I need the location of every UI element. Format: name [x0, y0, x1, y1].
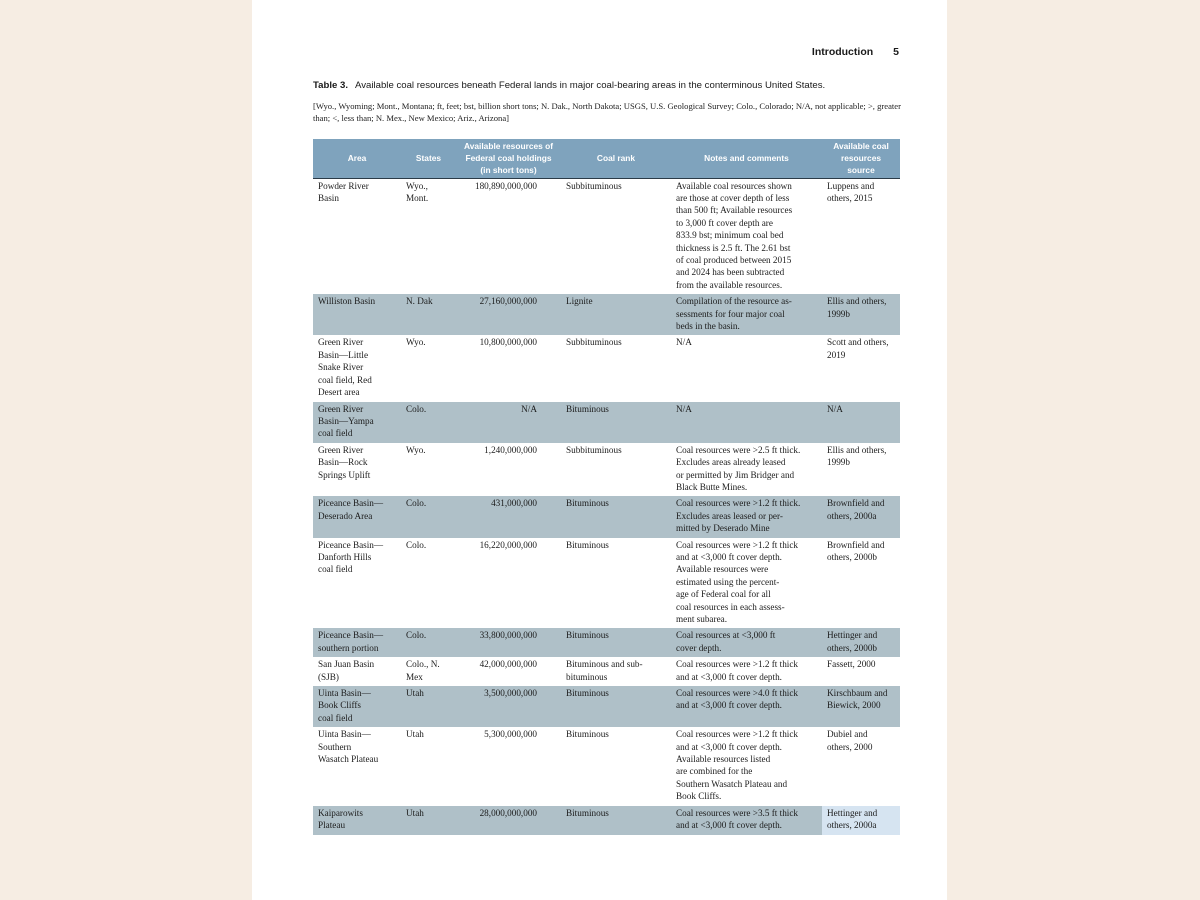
resources-cell: N/A: [456, 402, 561, 443]
source-cell: [822, 657, 900, 686]
notes-line: Available resources were: [676, 564, 769, 575]
coal-rank-cell: [561, 178, 671, 294]
notes-line: Coal resources were >2.5 ft thick.: [676, 444, 801, 455]
area-line: coal field, Red: [318, 374, 372, 385]
source-line: Ellis and others,: [827, 296, 887, 307]
states-cell: [401, 686, 456, 727]
notes-line: N/A: [676, 403, 692, 414]
area-cell: [313, 335, 401, 401]
resources-cell: 180,890,000,000: [474, 180, 537, 191]
notes-line: Coal resources were >4.0 ft thick: [676, 688, 799, 699]
header-line: (in short tons): [480, 165, 537, 176]
table-row: [313, 686, 900, 727]
states-line: Utah: [406, 807, 424, 818]
notes-line: than 500 ft; Available resources: [676, 205, 793, 216]
source-line: N/A: [827, 403, 843, 414]
area-cell: [313, 443, 401, 497]
notes-cell: [671, 727, 822, 805]
source-cell: [822, 806, 900, 835]
coal-rank-cell: [561, 628, 671, 657]
coal-rank-cell: [561, 335, 671, 401]
area-line: Green River: [318, 337, 364, 348]
source-cell: [822, 496, 900, 537]
area-line: Uinta Basin—: [318, 688, 371, 699]
notes-line: Coal resources were >3.5 ft thick: [676, 807, 799, 818]
area-cell: [313, 727, 401, 805]
coal-rank-cell: [561, 496, 671, 537]
notes-line: 833.9 bst; minimum coal bed: [676, 230, 784, 241]
notes-line: Coal resources were >1.2 ft thick: [676, 729, 799, 740]
notes-line: Black Butte Mines.: [676, 481, 748, 492]
states-line: Mont.: [406, 193, 429, 204]
area-line: Green River: [318, 444, 364, 455]
source-line: others, 2000a: [827, 510, 877, 521]
notes-line: Southern Wasatch Plateau and: [676, 778, 788, 789]
coal-rank-cell: [561, 727, 671, 805]
source-cell: [822, 335, 900, 401]
notes-line: and at <3,000 ft cover depth.: [676, 741, 782, 752]
area-line: Piceance Basin—: [318, 539, 384, 550]
area-line: Springs Uplift: [318, 469, 371, 480]
coal-rank-line: Bituminous: [566, 498, 609, 509]
header-line: Coal rank: [596, 153, 636, 164]
running-header: [812, 46, 899, 58]
coal-rank-line: Bituminous: [566, 630, 609, 641]
notes-line: from the available resources.: [676, 279, 783, 290]
header-row: [313, 139, 900, 178]
states-line: Utah: [406, 729, 424, 740]
notes-line: mitted by Deserado Mine: [676, 523, 770, 534]
area-cell: [313, 628, 401, 657]
coal-rank-line: Bituminous: [566, 729, 609, 740]
notes-line: Compilation of the resource as-: [676, 296, 792, 307]
notes-line: Excludes areas leased or per-: [676, 510, 783, 521]
source-line: Dubiel and: [827, 729, 868, 740]
table-row: [313, 538, 900, 629]
table-caption: [313, 80, 903, 91]
notes-line: and at <3,000 ft cover depth.: [676, 820, 782, 831]
coal-rank-line: Bituminous: [566, 539, 609, 550]
resources-cell: 3,500,000,000: [456, 686, 561, 727]
coal-rank-line: Bituminous: [566, 403, 609, 414]
coal-rank-cell: [561, 402, 671, 443]
source-line: Scott and others,: [827, 337, 889, 348]
notes-line: ment subarea.: [676, 614, 728, 625]
notes-line: to 3,000 ft cover depth are: [676, 217, 773, 228]
states-line: Wyo.: [406, 337, 426, 348]
area-line: Green River: [318, 403, 364, 414]
area-cell: [313, 657, 401, 686]
header-line: Federal coal holdings: [465, 153, 552, 164]
states-line: Colo., N.: [406, 659, 440, 670]
source-line: Fassett, 2000: [827, 659, 876, 670]
notes-line: or permitted by Jim Bridger and: [676, 469, 795, 480]
resources-cell: 33,800,000,000: [456, 628, 561, 657]
states-line: Colo.: [406, 403, 427, 414]
coal-rank-line: Lignite: [566, 296, 593, 307]
source-cell: [822, 628, 900, 657]
table-row: [313, 335, 900, 401]
source-cell: [822, 294, 900, 335]
notes-line: N/A: [676, 337, 692, 348]
area-line: Desert area: [318, 387, 360, 398]
notes-cell: [671, 538, 822, 629]
abbreviations-note: [Wyo., Wyoming; Mont., Montana; ft, feet; bst, billion short tons; N. Dak., North Dakota; USGS, U.S. Geological Survey; Colo., Colorado; N/A, not applicable; >, greater than; <, less than; N. Mex., New Mexico; Ariz., Arizona]: [313, 101, 901, 123]
col-header-states: [401, 139, 456, 178]
section-title: Introduction: [811, 46, 874, 58]
resources-cell: 28,000,000,000: [456, 806, 561, 835]
area-line: coal field: [318, 428, 353, 439]
area-line: (SJB): [318, 671, 339, 682]
col-header-area: [313, 139, 401, 178]
page-number: 5: [893, 46, 899, 58]
area-line: Snake River: [318, 362, 364, 373]
header-line: Available resources of: [463, 141, 554, 151]
notes-line: Coal resources at <3,000 ft: [676, 630, 776, 641]
notes-cell: [671, 657, 822, 686]
coal-rank-cell: [561, 657, 671, 686]
table-row: [313, 443, 900, 497]
area-cell: [313, 496, 401, 537]
notes-line: Book Cliffs.: [676, 791, 722, 802]
notes-line: thickness is 2.5 ft. The 2.61 bst: [676, 242, 791, 253]
source-line: 1999b: [827, 457, 850, 468]
notes-line: Available resources listed: [676, 754, 771, 765]
header-line: States: [415, 153, 442, 164]
area-line: coal field: [318, 564, 353, 575]
area-line: Book Cliffs: [318, 700, 361, 711]
source-line: 2019: [827, 349, 846, 360]
notes-line: Excludes areas already leased: [676, 457, 786, 468]
col-header-source: [822, 139, 900, 178]
states-cell: [401, 806, 456, 835]
table-label: Table 3.: [313, 80, 349, 91]
source-line: Kirschbaum and: [827, 688, 888, 699]
area-line: Piceance Basin—: [318, 630, 384, 641]
coal-rank-line: Bituminous: [566, 807, 609, 818]
area-line: southern portion: [318, 642, 379, 653]
states-cell: [401, 178, 456, 294]
coal-rank-line: Bituminous: [566, 688, 609, 699]
notes-line: are those at cover depth of less: [676, 193, 790, 204]
resources-cell: 27,160,000,000: [456, 294, 561, 335]
states-line: Utah: [406, 688, 424, 699]
notes-line: and at <3,000 ft cover depth.: [676, 700, 782, 711]
notes-cell: [671, 178, 822, 294]
states-cell: [401, 657, 456, 686]
area-cell: [313, 538, 401, 629]
area-line: Piceance Basin—: [318, 498, 384, 509]
notes-cell: [671, 294, 822, 335]
source-line: Biewick, 2000: [827, 700, 881, 711]
notes-line: estimated using the percent-: [676, 576, 780, 587]
source-line: others, 2015: [827, 193, 873, 204]
notes-line: and at <3,000 ft cover depth.: [676, 551, 782, 562]
states-cell: [401, 727, 456, 805]
source-cell: [822, 686, 900, 727]
states-line: Wyo.: [406, 444, 426, 455]
header-line: Available coal: [833, 141, 889, 151]
table-row: [313, 806, 900, 835]
notes-line: sessments for four major coal: [676, 308, 785, 319]
states-line: Colo.: [406, 498, 427, 509]
coal-rank-cell: [561, 806, 671, 835]
notes-cell: [671, 628, 822, 657]
notes-line: beds in the basin.: [676, 321, 740, 332]
coal-rank-cell: [561, 294, 671, 335]
states-line: N. Dak: [406, 296, 433, 307]
resources-cell: 42,000,000,000: [479, 659, 537, 670]
area-line: Basin—Yampa: [318, 415, 374, 426]
notes-line: Coal resources were >1.2 ft thick.: [676, 498, 801, 509]
area-line: Danforth Hills: [318, 551, 372, 562]
table-row: [313, 628, 900, 657]
coal-resources-table: [313, 139, 900, 835]
states-cell: [401, 335, 456, 401]
notes-cell: [671, 402, 822, 443]
resources-cell: 16,220,000,000: [479, 539, 537, 550]
notes-cell: [671, 686, 822, 727]
table-caption-text: Available coal resources beneath Federal lands in major coal-bearing areas in the conterminous United States.: [355, 80, 826, 91]
area-line: coal field: [318, 712, 353, 723]
area-line: San Juan Basin: [318, 659, 375, 670]
notes-cell: [671, 806, 822, 835]
coal-rank-line: Bituminous and sub-: [566, 659, 643, 670]
area-cell: [313, 806, 401, 835]
source-line: others, 2000a: [827, 820, 877, 831]
source-line: Brownfield and: [827, 498, 885, 509]
coal-rank-line: Subbituminous: [566, 180, 622, 191]
coal-rank-line: Subbituminous: [566, 337, 622, 348]
states-cell: [401, 402, 456, 443]
states-cell: [401, 294, 456, 335]
notes-cell: [671, 335, 822, 401]
resources-cell: 1,240,000,000: [484, 444, 537, 455]
area-line: Kaiparowits: [318, 807, 363, 818]
document-page: [252, 0, 947, 900]
states-cell: [401, 443, 456, 497]
source-cell: [822, 178, 900, 294]
area-line: Plateau: [318, 820, 346, 831]
table-row: [313, 294, 900, 335]
states-cell: [401, 538, 456, 629]
notes-line: Available coal resources shown: [676, 180, 792, 191]
notes-line: and 2024 has been subtracted: [676, 267, 785, 278]
table-row: [313, 178, 900, 294]
header-line: Notes and comments: [704, 153, 789, 164]
area-cell: [313, 294, 401, 335]
notes-line: coal resources in each assess-: [676, 601, 785, 612]
notes-line: age of Federal coal for all: [676, 589, 771, 600]
resources-cell: 431,000,000: [456, 496, 561, 537]
notes-cell: [671, 443, 822, 497]
area-cell: [313, 178, 401, 294]
notes-line: of coal produced between 2015: [676, 255, 792, 266]
table-row: [313, 657, 900, 686]
states-line: Colo.: [406, 539, 427, 550]
source-line: 1999b: [827, 308, 850, 319]
source-cell: [822, 538, 900, 629]
states-cell: [401, 496, 456, 537]
area-line: Southern: [318, 741, 352, 752]
source-cell: [822, 443, 900, 497]
header-line: source: [847, 165, 875, 176]
area-cell: [313, 686, 401, 727]
table-header: [313, 139, 900, 178]
coal-rank-cell: [561, 686, 671, 727]
source-line: others, 2000b: [827, 551, 878, 562]
notes-cell: [671, 496, 822, 537]
col-header-notes: [671, 139, 822, 178]
notes-line: cover depth.: [676, 642, 722, 653]
source-line: Hettinger and: [827, 630, 878, 641]
resources-cell: 5,300,000,000: [484, 729, 537, 740]
area-line: Uinta Basin—: [318, 729, 371, 740]
source-line: Brownfield and: [827, 539, 885, 550]
area-cell: [313, 402, 401, 443]
states-line: Wyo.,: [406, 180, 428, 191]
source-line: Ellis and others,: [827, 444, 887, 455]
coal-rank-cell: [561, 538, 671, 629]
source-line: others, 2000: [827, 741, 873, 752]
coal-rank-line: Subbituminous: [566, 444, 622, 455]
area-line: Deserado Area: [318, 510, 373, 521]
notes-line: Coal resources were >1.2 ft thick: [676, 659, 799, 670]
source-line: Luppens and: [827, 180, 875, 191]
area-line: Williston Basin: [318, 296, 376, 307]
table-body: [313, 178, 900, 834]
notes-line: Coal resources were >1.2 ft thick: [676, 539, 799, 550]
table-row: [313, 496, 900, 537]
source-line: others, 2000b: [827, 642, 878, 653]
header-line: Area: [347, 153, 367, 164]
header-line: resources: [840, 153, 882, 164]
states-line: Mex: [406, 671, 423, 682]
states-cell: [401, 628, 456, 657]
resources-cell: 10,800,000,000: [479, 337, 537, 348]
notes-line: are combined for the: [676, 766, 753, 777]
states-line: Colo.: [406, 630, 427, 641]
col-header-coal-rank: [561, 139, 671, 178]
area-line: Wasatch Plateau: [318, 754, 379, 765]
area-line: Basin: [318, 193, 339, 204]
notes-line: and at <3,000 ft cover depth.: [676, 671, 782, 682]
coal-rank-line: bituminous: [566, 671, 608, 682]
source-cell: [822, 727, 900, 805]
area-line: Powder River: [318, 180, 369, 191]
source-cell: [822, 402, 900, 443]
table-row: [313, 402, 900, 443]
coal-rank-cell: [561, 443, 671, 497]
table-row: [313, 727, 900, 805]
source-line: Hettinger and: [827, 807, 878, 818]
area-line: Basin—Rock: [318, 457, 368, 468]
area-line: Basin—Little: [318, 349, 369, 360]
col-header-resources: [456, 139, 561, 178]
